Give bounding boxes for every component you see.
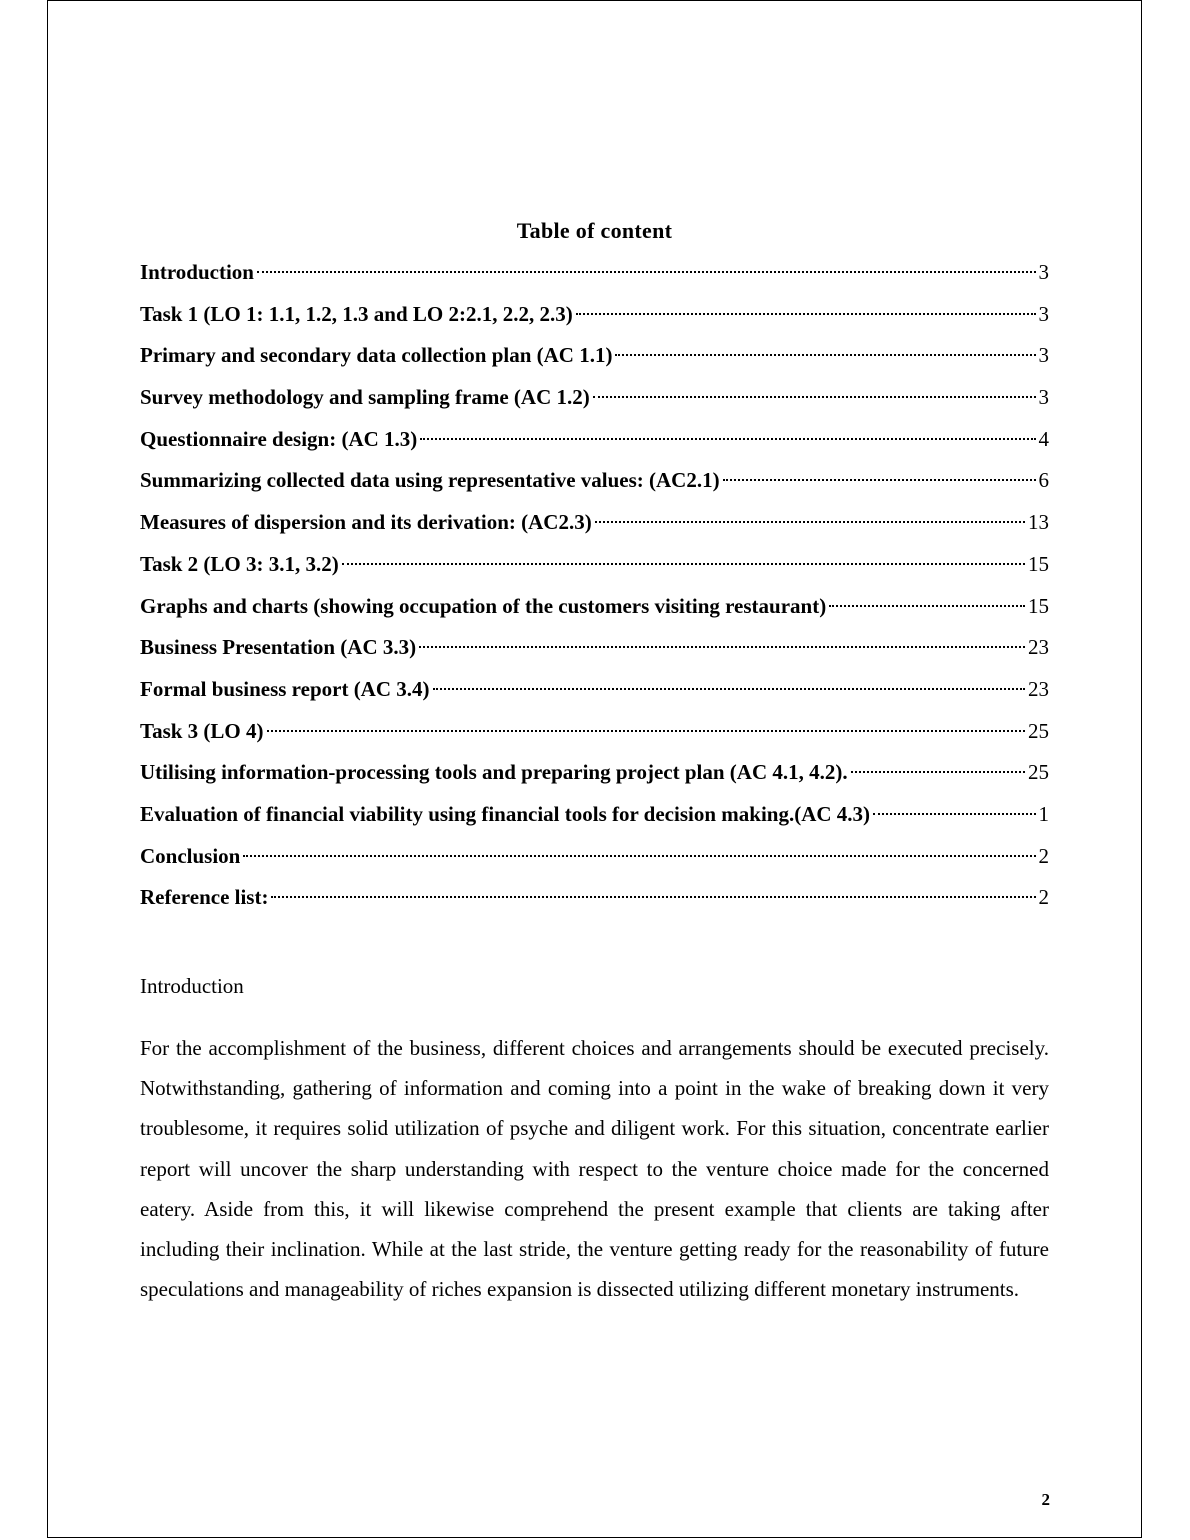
toc-entry-page: 4 [1038,426,1049,451]
toc-entry-label: Task 1 (LO 1: 1.1, 1.2, 1.3 and LO 2:2.1, 2.2, 2.3) [140,301,573,326]
toc-entry-page: 23 [1028,635,1049,660]
toc-entry-introduction[interactable] [140,257,1049,299]
toc-entry-page: 3 [1038,301,1049,326]
toc-leader-dots [723,479,1036,481]
toc-title: Table of content [516,218,673,243]
toc-entry-page: 25 [1028,760,1049,785]
toc-entry-page: 23 [1028,676,1049,701]
toc-entry-label: Primary and secondary data collection plan (AC 1.1) [140,343,613,368]
toc-entry-label: Task 2 (LO 3: 3.1, 3.2) [140,551,339,576]
toc-entry-information-processing-tools[interactable] [140,757,1049,799]
toc-entry-page: 25 [1028,718,1049,743]
toc-leader-dots [342,563,1025,565]
toc-entry-page: 1 [1038,801,1049,826]
toc-leader-dots [576,313,1036,315]
table-of-contents [140,257,1049,924]
toc-entry-representative-values[interactable] [140,465,1049,507]
toc-entry-label: Evaluation of financial viability using financial tools for decision making.(AC 4.3) [140,801,871,826]
toc-entry-label: Business Presentation (AC 3.3) [140,635,417,660]
toc-leader-dots [851,771,1025,773]
toc-entry-label: Questionnaire design: (AC 1.3) [140,426,418,451]
toc-entry-task-3[interactable] [140,716,1049,758]
toc-entry-label: Utilising information-processing tools and preparing project plan (AC 4.1, 4.2). [140,760,848,785]
toc-entry-label: Reference list: [140,885,269,910]
toc-leader-dots [433,688,1025,690]
toc-entry-label: Graphs and charts (showing occupation of the customers visiting restaurant) [140,593,827,618]
toc-entry-page: 2 [1038,885,1049,910]
toc-entry-financial-viability[interactable] [140,799,1049,841]
toc-entry-task-1[interactable] [140,299,1049,341]
introduction-paragraph: For the accomplishment of the business, different choices and arrangements should be executed precisely. Notwithstanding, gathering of information and coming into a point in the wake of breaking down it very troublesome, it requires solid utilization of psyche and diligent work. For this situation, concentrate earlier report will uncover the sharp understanding with respect to the venture choice made for the concerned eatery. Aside from this, it will likewise comprehend the present example that clients are taking after including their inclination. While at the last stride, the venture getting ready for the reasonability of future speculations and manageability of riches expansion is dissected utilizing different monetary instruments. [140,1036,1049,1302]
toc-entry-label: Conclusion [140,843,241,868]
toc-leader-dots [419,646,1025,648]
introduction-heading: Introduction [140,974,244,998]
toc-leader-dots [267,730,1025,732]
toc-entry-graphs-and-charts[interactable] [140,591,1049,633]
toc-leader-dots [615,354,1035,356]
toc-entry-label: Task 3 (LO 4) [140,718,264,743]
toc-entry-label: Formal business report (AC 3.4) [140,676,430,701]
toc-entry-page: 15 [1028,593,1049,618]
toc-entry-page: 2 [1038,843,1049,868]
toc-entry-conclusion[interactable] [140,841,1049,883]
toc-entry-page: 3 [1038,260,1049,284]
toc-entry-page: 6 [1038,468,1049,493]
toc-leader-dots [873,813,1035,815]
toc-entry-page: 13 [1028,510,1049,535]
toc-entry-reference-list[interactable] [140,882,1049,924]
toc-leader-dots [595,521,1025,523]
toc-entry-questionnaire-design[interactable] [140,424,1049,466]
toc-entry-page: 3 [1038,343,1049,368]
toc-entry-task-2[interactable] [140,549,1049,591]
toc-entry-label: Measures of dispersion and its derivation: (AC2.3) [140,510,592,535]
toc-leader-dots [420,438,1035,440]
toc-entry-data-collection-plan[interactable] [140,340,1049,382]
toc-entry-label: Survey methodology and sampling frame (AC 1.2) [140,385,590,410]
toc-entry-page: 15 [1028,551,1049,576]
toc-leader-dots [243,855,1035,857]
toc-leader-dots [271,896,1035,898]
toc-leader-dots [593,396,1036,398]
toc-entry-survey-methodology[interactable] [140,382,1049,424]
toc-leader-dots [257,271,1036,273]
toc-entry-measures-of-dispersion[interactable] [140,507,1049,549]
page-number: 2 [1041,1490,1050,1509]
toc-entry-label: Summarizing collected data using representative values: (AC2.1) [140,468,720,493]
toc-entry-page: 3 [1038,385,1049,410]
toc-entry-label: Introduction [140,260,254,284]
toc-leader-dots [829,605,1025,607]
toc-entry-business-presentation[interactable] [140,632,1049,674]
toc-entry-formal-business-report[interactable] [140,674,1049,716]
